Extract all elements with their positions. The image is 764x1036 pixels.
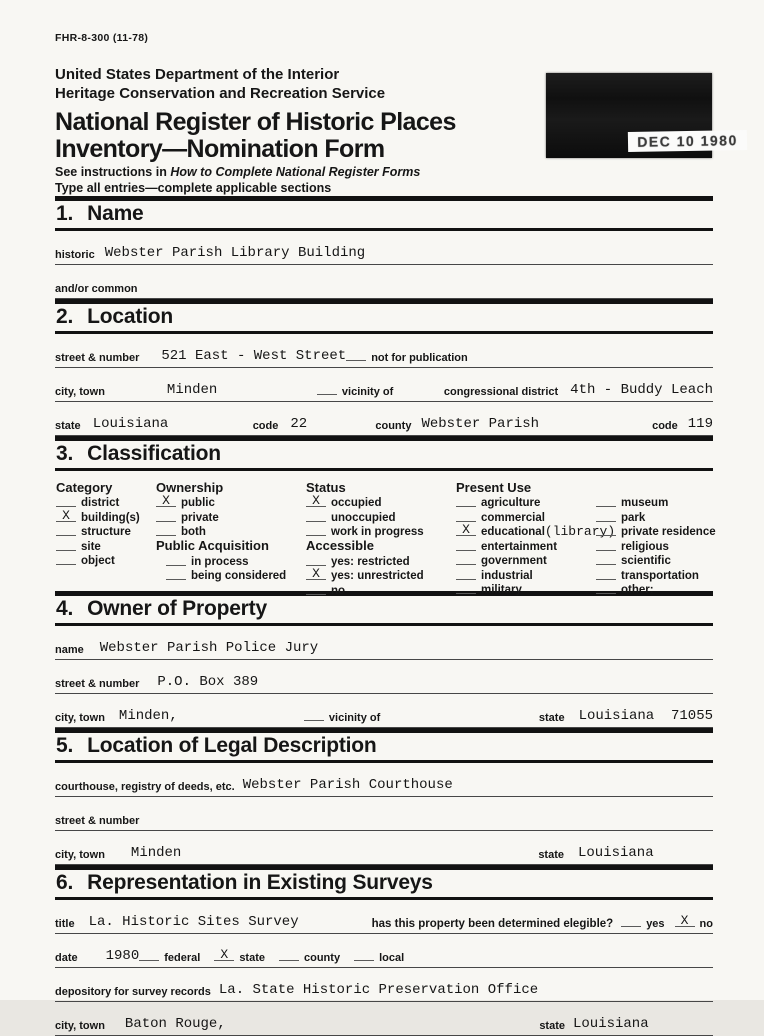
section-owner [55,591,713,728]
checkbox-educational [456,522,616,539]
ownership-column [156,480,306,591]
checkbox-mark [456,568,476,580]
field-value: Minden [166,381,218,398]
form-content [55,0,716,1036]
checkbox-mark [596,553,616,565]
checkbox-museum [596,495,714,510]
checkbox-label: transportation [621,569,699,582]
checkbox-label: structure [81,526,131,538]
checkbox-mark [456,539,476,551]
checkbox-mark: X [456,524,476,536]
field-label: historic [55,248,95,261]
section-number: 1. [56,201,74,225]
checkbox-label: both [181,526,206,538]
checkbox-mark [156,510,176,522]
checkbox-mark [456,553,476,565]
section-legal-heading [55,728,713,763]
instructions-prefix: See instructions in [55,164,171,179]
column-title: Status [306,479,346,495]
checkbox-eligible-yes [621,915,641,927]
field-row-owner-street [55,660,713,694]
field-row-depository [55,968,713,1002]
checkbox-state: X [214,949,234,961]
checkbox-agriculture [456,495,596,510]
checkbox-private-residence [596,524,714,539]
checkbox-not-for-publication [346,349,366,361]
section-number: 3. [56,441,74,465]
checkbox-private [156,509,306,524]
checkbox-commercial [456,509,596,524]
field-value: Webster Parish Library Building [104,244,366,261]
field-row-legal-street [55,797,713,831]
field-row-historic [55,231,713,265]
checkbox-entertainment [456,538,596,553]
field-label: not for publication [371,351,468,364]
field-label: city, town [55,1019,105,1032]
checkbox-religious [596,538,714,553]
form-title [55,109,713,164]
checkbox-mark [56,553,76,565]
category-column [56,480,156,591]
field-label: code [252,419,279,432]
field-label: date [55,951,78,964]
agency-line-2: Heritage Conservation and Recreation Service [55,84,386,102]
field-label: street & number [55,814,140,827]
field-value: Minden, [118,707,178,724]
checkbox-no [306,582,456,597]
checkbox-vicinity-of [304,709,324,721]
checkbox-mark [306,524,326,536]
field-row-survey-date [55,934,713,968]
checkbox-label: religious [621,540,669,553]
checkbox-label: in process [191,555,249,568]
field-label: depository for survey records [55,985,211,998]
checkbox-label: entertainment [481,540,558,553]
checkbox-in-process [156,553,306,568]
checkbox-label: military [481,584,522,596]
checkbox-local [354,949,374,961]
checkbox-label: commercial [481,511,545,524]
classification-grid [55,471,716,597]
checkbox-mark [456,495,476,507]
checkbox-label: public [181,497,215,509]
checkbox-federal [139,949,159,961]
checkbox-label: educational [481,526,545,538]
checkbox-district [56,495,156,510]
field-value: 1980 [105,947,140,964]
checkbox-label: agriculture [481,497,541,509]
field-label: code [652,419,678,432]
section-number: 6. [56,870,74,894]
checkbox-mark [596,524,616,536]
section-number: 2. [56,304,74,328]
eligible-question: has this property been determined elegible? [371,917,614,930]
field-label: vicinity of [328,711,381,724]
checkbox-scientific [596,553,714,568]
checkbox-label: unoccupied [331,511,396,524]
checkbox-structure [56,524,156,539]
checkbox-label: yes: restricted [331,555,410,568]
field-value: 119 [687,415,713,432]
checkbox-both [156,524,306,539]
checkbox-label: other: [621,584,654,596]
checkbox-mark [456,582,476,594]
field-value: Webster Parish [421,415,540,432]
checkbox-mark [596,510,616,522]
present-use-subcolumn-2 [596,495,714,597]
checkbox-buildings [56,509,156,524]
checkbox-park [596,509,714,524]
checkbox-county [279,949,299,961]
column-title: Accessible [306,538,374,553]
section-location [55,299,713,436]
section-title: Classification [87,441,221,465]
field-row-survey-city [55,1002,713,1036]
agency-line-1: United States Department of the Interior [55,66,340,83]
section-legal-description [55,728,713,865]
checkbox-eligible-no: X [675,915,695,927]
checkbox-occupied [306,495,456,510]
checkbox-mark [596,582,616,594]
field-row-owner-city [55,694,713,728]
section-title: Representation in Existing Surveys [87,870,433,894]
field-value: Louisiana [578,844,654,861]
section-title: Owner of Property [87,596,267,620]
section-title: Location [87,304,174,328]
checkbox-mark [156,524,176,536]
checkbox-mark: X [306,495,326,507]
agency-name [55,66,713,104]
field-value: Baton Rouge, [124,1015,226,1032]
section-name-heading [55,196,713,231]
checkbox-mark [596,539,616,551]
field-value: Webster Parish Courthouse [242,776,453,793]
section-surveys [55,865,713,1036]
checkbox-label: work in progress [331,526,424,538]
checkbox-label: industrial [481,569,533,582]
field-label: state [538,848,564,861]
checkbox-public [156,495,306,510]
field-row-city-town [55,368,713,402]
field-label: city, town [55,711,105,724]
checkbox-mark [56,495,76,507]
checkbox-label: site [81,540,101,553]
section-surveys-heading [55,865,713,900]
section-number: 4. [56,596,74,620]
field-row-state-county [55,402,713,436]
checkbox-yes-unrestricted [306,568,456,583]
field-label: no [699,917,713,930]
checkbox-mark [596,568,616,580]
form-number: FHR-8-300 (11-78) [55,32,149,44]
field-label: street & number [55,351,140,364]
field-label: vicinity of [341,385,394,398]
field-label: state [239,951,265,964]
field-value: Minden [130,844,182,861]
checkbox-mark [166,554,186,566]
field-value: La. Historic Sites Survey [88,913,299,930]
field-row-courthouse [55,763,713,797]
field-row-street-number [55,334,713,368]
instructions-booklet-title: How to Complete National Register Forms [170,164,421,179]
checkbox-mark [456,510,476,522]
column-title: Category [56,479,113,495]
field-value: Louisiana [573,1015,649,1032]
checkbox-mark [306,510,326,522]
checkbox-mark [166,568,186,580]
checkbox-label: being considered [191,570,287,582]
section-location-heading [55,299,713,334]
field-label: local [379,951,405,964]
checkbox-label: park [621,511,646,524]
field-value: Webster Parish Police Jury [99,639,319,656]
checkbox-label: district [81,497,120,509]
field-label: city, town [55,848,105,861]
checkbox-mark: X [306,568,326,580]
field-row-and-or-common [55,265,713,299]
checkbox-vicinity-of [317,383,337,395]
checkbox-site [56,538,156,553]
checkbox-object [56,553,156,568]
library-annotation: (library) [544,524,616,539]
status-column [306,479,456,597]
section-classification-heading [55,436,713,471]
field-label: state [55,419,81,432]
checkbox-mark: X [56,510,76,522]
field-value: 521 East - West Street [161,347,347,364]
field-label: federal [164,951,201,964]
form-title-line-1: National Register of Historic Places [55,107,456,136]
field-label: street & number [55,677,140,690]
column-title: Ownership [156,479,224,495]
field-row-legal-city [55,831,713,865]
field-row-owner-name [55,626,713,660]
field-label: state [538,711,565,724]
checkbox-unoccupied [306,509,456,524]
checkbox-work-in-progress [306,524,456,539]
checkbox-mark: X [156,495,176,507]
field-label: name [55,643,84,656]
checkbox-transportation [596,567,714,582]
checkbox-mark [56,539,76,551]
checkbox-mark [56,524,76,536]
field-row-survey-title [55,900,713,934]
checkbox-government [456,553,596,568]
field-label: county [304,951,341,964]
checkbox-industrial [456,567,596,582]
checkbox-label: occupied [331,497,382,509]
field-label: courthouse, registry of deeds, etc. [55,780,235,793]
field-label: state [539,1019,565,1032]
checkbox-label: object [81,555,115,567]
section-title: Name [87,201,144,225]
field-value: Louisiana 71055 [578,707,713,724]
field-value: 4th - Buddy Leach [570,381,713,398]
field-label: yes [646,917,665,930]
field-value: La. State Historic Preservation Office [218,981,539,998]
checkbox-label: private residence [621,526,716,538]
checkbox-label: government [481,555,547,567]
date-received-stamp: DEC 10 1980 [628,130,747,152]
checkbox-mark [306,583,326,595]
checkbox-mark [306,554,326,566]
checkbox-label: scientific [621,555,671,567]
column-title: Present Use [456,479,532,495]
field-value: Louisiana [92,415,169,432]
field-value: 22 [290,415,308,432]
form-title-line-2: Inventory—Nomination Form [55,135,385,163]
field-value: P.O. Box 389 [157,673,259,690]
field-label: and/or common [55,282,138,295]
checkbox-yes-restricted [306,553,456,568]
field-label: city, town [55,385,105,398]
checkbox-label: yes: unrestricted [331,570,424,582]
checkbox-label: private [181,511,219,524]
present-use-subcolumn-1 [456,495,616,597]
section-title: Location of Legal Description [87,733,377,757]
field-label: title [55,917,75,930]
instructions-line-1 [55,164,713,180]
field-label: congressional district [443,385,559,398]
checkbox-mark [596,495,616,507]
instructions-line-2: Type all entries—complete applicable sections [55,180,332,195]
present-use-subcolumns [456,495,714,597]
checkbox-military [456,582,596,597]
present-use-column [456,479,716,596]
column-title: Public Acquisition [156,538,269,553]
checkbox-label: museum [621,497,669,509]
section-name [55,196,713,299]
checkbox-label: building(s) [81,511,140,524]
checkbox-other [596,582,714,597]
checkbox-being-considered [156,568,306,583]
section-classification [55,436,716,597]
section-number: 5. [56,733,74,757]
checkbox-label: no [331,584,346,597]
field-label: county [375,419,412,432]
